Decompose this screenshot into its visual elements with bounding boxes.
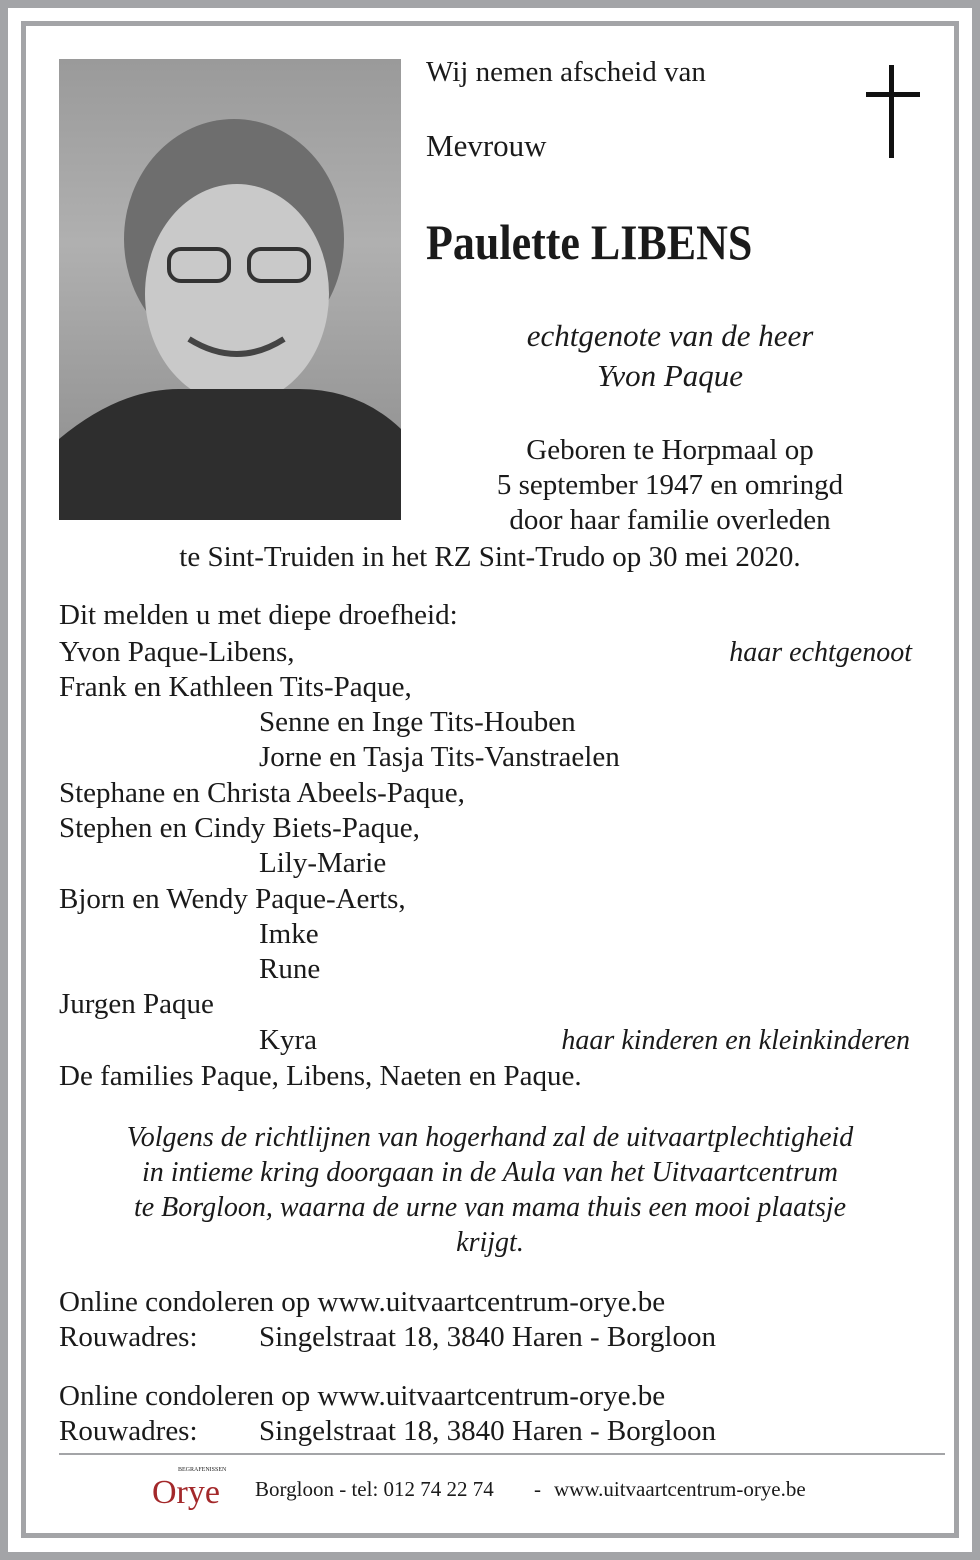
birth-line-1: Geboren te Horpmaal op <box>526 434 814 466</box>
address-label: Rouwadres: <box>59 1415 198 1447</box>
logo-subtext: BEGRAFENISSEN <box>178 1467 227 1473</box>
family-role: haar kinderen en kleinkinderen <box>561 1025 910 1056</box>
birth-line-3: door haar familie overleden <box>509 504 831 536</box>
online-condolence: Online condoleren op www.uitvaartcentrum-orye.be <box>59 1380 666 1412</box>
title-text: Mevrouw <box>426 128 547 163</box>
address-value: Singelstraat 18, 3840 Haren - Borgloon <box>259 1415 716 1447</box>
family-line: Rune <box>259 953 321 985</box>
online-condolence: Online condoleren op www.uitvaartcentrum-orye.be <box>59 1286 666 1318</box>
family-line: Frank en Kathleen Tits-Paque, <box>59 671 412 703</box>
family-line: Stephen en Cindy Biets-Paque, <box>59 812 420 844</box>
address-value: Singelstraat 18, 3840 Haren - Borgloon <box>259 1321 716 1353</box>
family-line: Imke <box>259 918 319 950</box>
footer-info: Borgloon - tel: 012 74 22 74 <box>255 1477 494 1501</box>
family-line: De families Paque, Libens, Naeten en Paque. <box>59 1060 582 1092</box>
family-line: Yvon Paque-Libens, <box>59 636 295 668</box>
spouse-line-1: echtgenote van de heer <box>526 318 814 353</box>
notice-line: krijgt. <box>456 1227 524 1258</box>
spouse-line-2: Yvon Paque <box>596 358 744 393</box>
family-intro: Dit melden u met diepe droefheid: <box>59 599 458 631</box>
notice-line: te Borgloon, waarna de urne van mama thuis een mooi plaatsje <box>133 1192 847 1223</box>
family-line: Bjorn en Wendy Paque-Aerts, <box>59 883 406 915</box>
intro-text: Wij nemen afscheid van <box>426 56 706 88</box>
footer-divider <box>59 1453 945 1455</box>
footer-url: www.uitvaartcentrum-orye.be <box>554 1477 806 1501</box>
family-line: Lily-Marie <box>259 847 387 879</box>
family-line: Kyra <box>259 1024 317 1056</box>
birth-line-4: te Sint-Truiden in het RZ Sint-Trudo op 30 mei 2020. <box>179 541 801 573</box>
family-line: Jorne en Tasja Tits-Vanstraelen <box>259 741 620 773</box>
footer-separator: - <box>534 1477 541 1501</box>
deceased-name: Paulette LIBENS <box>426 214 753 270</box>
birth-line-2: 5 september 1947 en omringd <box>496 469 844 501</box>
logo-text: Orye <box>152 1474 220 1511</box>
cross-icon-bar <box>866 92 920 97</box>
family-line: Jurgen Paque <box>59 988 214 1020</box>
orye-logo <box>152 1467 232 1511</box>
notice-line: in intieme kring doorgaan in de Aula van het Uitvaartcentrum <box>141 1157 838 1188</box>
family-line: Senne en Inge Tits-Houben <box>259 706 576 738</box>
address-label: Rouwadres: <box>59 1321 198 1353</box>
portrait-photo <box>59 59 401 520</box>
family-role: haar echtgenoot <box>729 637 912 668</box>
family-line: Stephane en Christa Abeels-Paque, <box>59 777 465 809</box>
notice-line: Volgens de richtlijnen van hogerhand zal de uitvaartplechtigheid <box>126 1122 854 1153</box>
cross-icon <box>889 65 894 158</box>
